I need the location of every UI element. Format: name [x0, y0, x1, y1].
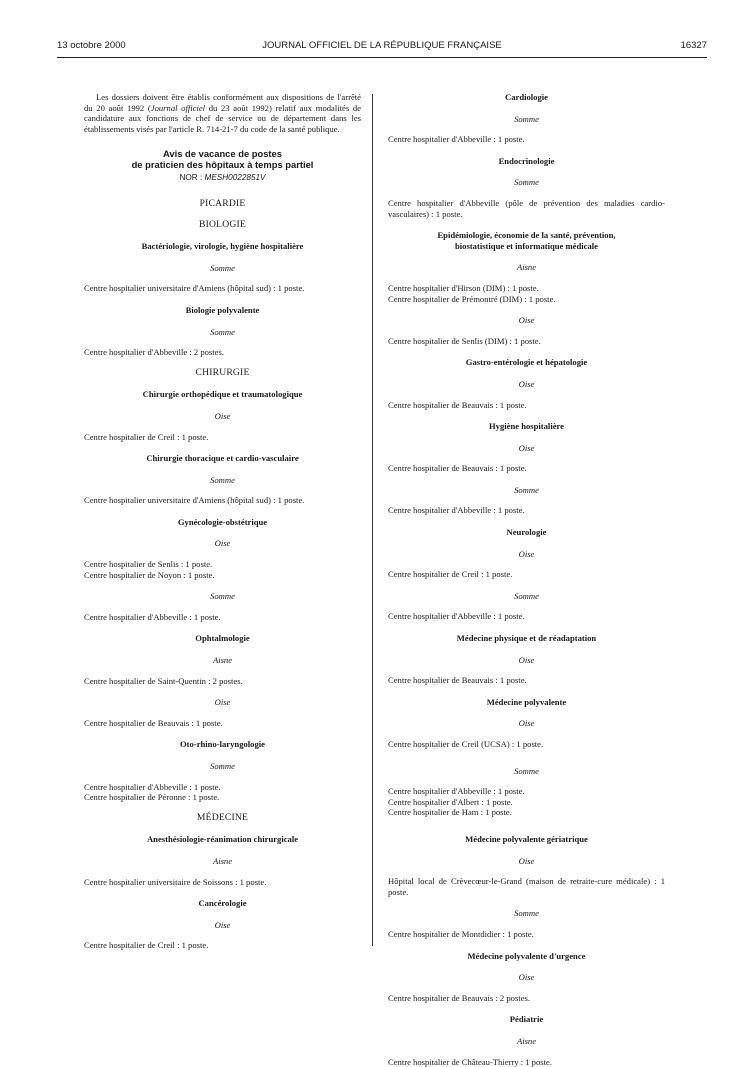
specialty-heading: Chirurgie orthopédique et traumatologique [84, 389, 361, 400]
column-divider [372, 94, 373, 946]
post-entry: Centre hospitalier d'Abbeville : 1 poste. [84, 612, 361, 623]
journal-title: JOURNAL OFFICIEL DE LA RÉPUBLIQUE FRANÇAISE [57, 40, 707, 51]
post-entry: Centre hospitalier universitaire de Soissons : 1 poste. [84, 877, 361, 888]
specialty-heading: Pédiatrie [388, 1014, 665, 1025]
department-heading: Somme [84, 327, 361, 338]
post-entry: Centre hospitalier d'Abbeville : 1 poste. Centre hospitalier de Péronne : 1 poste. [84, 782, 361, 803]
post-entry: Centre hospitalier d'Abbeville : 1 poste. [388, 134, 665, 145]
department-heading: Somme [84, 761, 361, 772]
post-entry: Centre hospitalier d'Abbeville : 2 postes. [84, 347, 361, 358]
post-entry: Centre hospitalier de Beauvais : 1 poste. [388, 675, 665, 686]
specialty-heading: Neurologie [388, 527, 665, 538]
right-column [388, 92, 665, 1067]
post-entry: Centre hospitalier de Senlis : 1 poste. Centre hospitalier de Noyon : 1 poste. [84, 559, 361, 580]
post-entry: Centre hospitalier de Beauvais : 1 poste. [84, 718, 361, 729]
section-heading-biologie: BIOLOGIE [84, 220, 361, 231]
specialty-heading: Gastro-entérologie et hépatologie [388, 357, 665, 368]
specialty-heading: Ophtalmologie [84, 633, 361, 644]
specialty-heading: Gynécologie-obstétrique [84, 517, 361, 528]
page-number: 16327 [681, 40, 707, 51]
department-heading: Oise [388, 443, 665, 454]
specialty-heading: Bactériologie, virologie, hygiène hospitalière [84, 241, 361, 252]
post-entry: Centre hospitalier de Beauvais : 2 postes. [388, 993, 665, 1004]
specialty-heading: Epidémiologie, économie de la santé, prévention, biostatistique et informatique médicale [388, 230, 665, 251]
specialty-heading: Médecine polyvalente [388, 697, 665, 708]
section-heading-medecine: MÉDECINE [84, 813, 361, 824]
department-heading: Aisne [84, 856, 361, 867]
specialty-heading: Médecine polyvalente gériatrique [388, 834, 665, 845]
intro-paragraph: Les dossiers doivent être établis conformément aux dispositions de l'arrêté du 20 août 1992 (Journal officiel du 23 août 1992) relatif aux modalités de candidature aux fonctions de chef de service ou de département dans les établissements visés par l'article R. 714-21-7 du code de la santé publique. [84, 92, 361, 134]
department-heading: Oise [84, 538, 361, 549]
post-entry: Centre hospitalier d'Abbeville (pôle de prévention des maladies cardio-vasculaires) : 1 poste. [388, 198, 665, 219]
department-heading: Somme [388, 114, 665, 125]
post-entry: Centre hospitalier de Creil : 1 poste. [388, 569, 665, 580]
department-heading: Aisne [388, 262, 665, 273]
department-heading: Somme [84, 263, 361, 274]
department-heading: Somme [388, 591, 665, 602]
department-heading: Oise [84, 920, 361, 931]
post-entry: Centre hospitalier de Château-Thierry : 1 poste. [388, 1057, 665, 1067]
header-divider [57, 57, 707, 58]
specialty-heading: Chirurgie thoracique et cardio-vasculaire [84, 453, 361, 464]
department-heading: Oise [388, 718, 665, 729]
department-heading: Oise [388, 972, 665, 983]
specialty-heading: Anesthésiologie-réanimation chirurgicale [84, 834, 361, 845]
page-header [57, 40, 707, 54]
post-entry: Centre hospitalier de Montdidier : 1 poste. [388, 929, 665, 940]
department-heading: Oise [388, 856, 665, 867]
specialty-heading: Hygiène hospitalière [388, 421, 665, 432]
post-entry: Centre hospitalier de Creil : 1 poste. [84, 940, 361, 951]
department-heading: Oise [388, 549, 665, 560]
post-entry: Centre hospitalier de Senlis (DIM) : 1 poste. [388, 336, 665, 347]
department-heading: Somme [84, 475, 361, 486]
post-entry: Centre hospitalier universitaire d'Amiens (hôpital sud) : 1 poste. [84, 495, 361, 506]
post-entry: Centre hospitalier de Creil (UCSA) : 1 poste. [388, 739, 665, 750]
department-heading: Somme [388, 485, 665, 496]
post-entry: Centre hospitalier d'Abbeville : 1 poste. Centre hospitalier d'Albert : 1 poste. Centre hospitalier de Ham : 1 poste. [388, 786, 665, 818]
post-entry: Centre hospitalier d'Abbeville : 1 poste. [388, 611, 665, 622]
specialty-heading: Endocrinologie [388, 156, 665, 167]
department-heading: Somme [388, 908, 665, 919]
post-entry: Centre hospitalier de Beauvais : 1 poste. [388, 463, 665, 474]
journal-officiel-italic: Journal officiel [151, 103, 205, 113]
department-heading: Oise [388, 655, 665, 666]
specialty-heading: Cancérologie [84, 898, 361, 909]
department-heading: Aisne [84, 655, 361, 666]
left-column [84, 92, 361, 951]
post-entry: Centre hospitalier universitaire d'Amiens (hôpital sud) : 1 poste. [84, 283, 361, 294]
avis-title: Avis de vacance de postes de praticien des hôpitaux à temps partiel [84, 148, 361, 170]
department-heading: Aisne [388, 1036, 665, 1047]
issue-date: 13 octobre 2000 [57, 40, 126, 51]
post-entry: Centre hospitalier de Creil : 1 poste. [84, 432, 361, 443]
department-heading: Somme [388, 177, 665, 188]
post-entry: Centre hospitalier de Saint-Quentin : 2 postes. [84, 676, 361, 687]
department-heading: Oise [388, 379, 665, 390]
specialty-heading: Cardiologie [388, 92, 665, 103]
post-entry: Hôpital local de Crèvecœur-le-Grand (maison de retraite-cure médicale) : 1 poste. [388, 876, 665, 897]
post-entry: Centre hospitalier d'Abbeville : 1 poste. [388, 505, 665, 516]
region-heading: PICARDIE [84, 199, 361, 210]
specialty-heading: Médecine polyvalente d'urgence [388, 951, 665, 962]
nor-reference: NOR : MESH0022851V [84, 173, 361, 184]
department-heading: Oise [388, 315, 665, 326]
post-entry: Centre hospitalier de Beauvais : 1 poste. [388, 400, 665, 411]
department-heading: Somme [84, 591, 361, 602]
post-entry: Centre hospitalier d'Hirson (DIM) : 1 poste. Centre hospitalier de Prémontré (DIM) : 1 poste. [388, 283, 665, 304]
department-heading: Oise [84, 697, 361, 708]
specialty-heading: Médecine physique et de réadaptation [388, 633, 665, 644]
specialty-heading: Biologie polyvalente [84, 305, 361, 316]
specialty-heading: Oto-rhino-laryngologie [84, 739, 361, 750]
department-heading: Somme [388, 766, 665, 777]
section-heading-chirurgie: CHIRURGIE [84, 368, 361, 379]
department-heading: Oise [84, 411, 361, 422]
